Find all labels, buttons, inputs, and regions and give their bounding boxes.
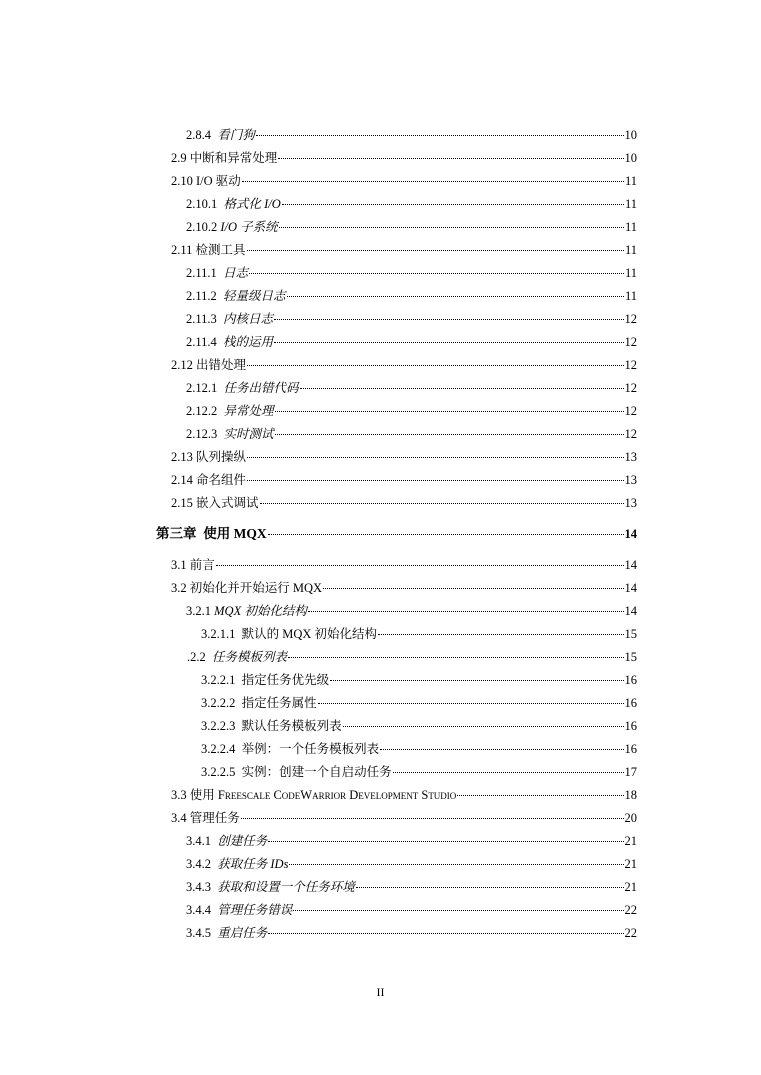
toc-entry-page: 13 — [624, 496, 637, 510]
toc-entry-page: 12 — [624, 381, 637, 395]
dot-leader — [268, 933, 623, 934]
dot-leader — [260, 503, 624, 504]
toc-chapter-number: 第三章 — [156, 526, 197, 541]
toc-entry-title: I/O 驱动 — [196, 174, 241, 188]
dot-leader — [278, 158, 623, 159]
dot-leader — [293, 910, 623, 911]
toc-entry[interactable] — [171, 494, 637, 512]
toc-entry[interactable] — [171, 172, 637, 190]
toc-entry-page: 13 — [624, 450, 637, 464]
toc-entry-title: 出错处理 — [196, 358, 247, 372]
toc-entry-title: 日志 — [223, 266, 249, 280]
toc-entry-number: 3.2.2.4 — [201, 742, 236, 756]
toc-entry-title: 获取和设置一个任务环境 — [217, 880, 355, 894]
toc-entry-title: I/O 子系统 — [220, 220, 278, 234]
toc-entry-title: 轻量级日志 — [223, 289, 286, 303]
toc-entry-page: 11 — [624, 289, 637, 303]
dot-leader — [279, 227, 624, 228]
toc-entry-title: 内核日志 — [223, 312, 274, 326]
toc-entry[interactable] — [171, 809, 637, 827]
toc-entry-page: 21 — [624, 880, 637, 894]
toc-entry-page: 12 — [624, 335, 637, 349]
toc-entry-page: 14 — [624, 527, 637, 541]
toc-entry-number: 2.12 — [171, 358, 193, 372]
toc-entry-number: 2.11.2 — [186, 289, 217, 303]
toc-entry-title: 队列操纵 — [196, 450, 247, 464]
toc-entry[interactable] — [186, 264, 637, 282]
toc-entry-number: 2.12.3 — [186, 427, 218, 441]
toc-entry-page: 14 — [624, 558, 637, 572]
toc-entry-title: 举例：一个任务模板列表 — [241, 742, 380, 756]
toc-entry[interactable] — [171, 579, 637, 597]
toc-entry-title: 栈的运用 — [223, 335, 274, 349]
toc-entry-page: 20 — [624, 811, 637, 825]
toc-entry-title: 指定任务优先级 — [241, 673, 330, 687]
toc-entry-page: 12 — [624, 404, 637, 418]
toc-entry-page: 16 — [624, 719, 637, 733]
toc-entry-number: 3.2.1.1 — [201, 627, 236, 641]
toc-entry-page: 22 — [624, 926, 637, 940]
toc-entry-title: 前言 — [189, 558, 215, 572]
toc-entry[interactable] — [186, 832, 637, 850]
toc-entry-number: 2.14 — [171, 473, 193, 487]
toc-entry[interactable] — [171, 448, 637, 466]
dot-leader — [247, 457, 623, 458]
dot-leader — [378, 634, 623, 635]
toc-entry[interactable] — [171, 356, 637, 374]
toc-entry-title: 异常处理 — [223, 404, 274, 418]
toc-entry-number: 2.8.4 — [186, 128, 211, 142]
dot-leader — [343, 726, 624, 727]
dot-leader — [287, 296, 624, 297]
toc-entry-page: 15 — [624, 650, 637, 664]
toc-entry-page: 11 — [624, 174, 637, 188]
toc-entry-title: 实例：创建一个自启动任务 — [241, 765, 392, 779]
toc-entry-title: 管理任务错误 — [217, 903, 293, 917]
toc-entry-number: 2.15 — [171, 496, 193, 510]
toc-entry-number: 3.2.2.3 — [201, 719, 236, 733]
dot-leader — [268, 841, 623, 842]
toc-entry[interactable] — [201, 740, 637, 758]
dot-leader — [289, 864, 623, 865]
toc-entry-number: 2.11.3 — [186, 312, 217, 326]
toc-entry-title: 检测工具 — [195, 243, 246, 257]
dot-leader — [241, 818, 624, 819]
dot-leader — [308, 611, 624, 612]
toc-entry-number: 3.2.2.2 — [201, 696, 236, 710]
toc-entry-title: 看门狗 — [217, 128, 255, 142]
toc-entry[interactable] — [171, 471, 637, 489]
toc-entry[interactable] — [186, 425, 637, 443]
toc-entry[interactable] — [186, 287, 637, 305]
toc-entry-page: 12 — [624, 427, 637, 441]
toc-entry[interactable] — [187, 648, 637, 666]
toc-entry-number: 3.4.1 — [186, 834, 211, 848]
toc-entry-number: 3.2 — [171, 581, 187, 595]
dot-leader — [274, 342, 623, 343]
toc-entry-number: 2.10.2 — [186, 220, 218, 234]
toc-entry-page: 10 — [624, 151, 637, 165]
toc-entry-number: 2.13 — [171, 450, 193, 464]
toc-entry-title: 实时测试 — [223, 427, 274, 441]
toc-entry-title: 创建任务 — [217, 834, 268, 848]
toc-entry-number: 2.10.1 — [186, 197, 218, 211]
dot-leader — [247, 250, 624, 251]
toc-entry-page: 15 — [624, 627, 637, 641]
toc-entry-page: 14 — [624, 604, 637, 618]
toc-entry[interactable] — [201, 717, 637, 735]
toc-entry-number: 3.4.2 — [186, 857, 211, 871]
dot-leader — [256, 135, 624, 136]
toc-entry-number: 2.12.1 — [186, 381, 218, 395]
toc-entry[interactable] — [186, 333, 637, 351]
toc-entry-page: 21 — [624, 834, 637, 848]
toc-entry-page: 17 — [624, 765, 637, 779]
toc-entry-page: 12 — [624, 312, 637, 326]
toc-entry-title: 任务模板列表 — [212, 650, 288, 664]
toc-entry[interactable] — [186, 195, 637, 213]
toc-entry-number: 3.2.1 — [186, 604, 211, 618]
toc-entry-number: 2.9 — [171, 151, 187, 165]
dot-leader — [330, 680, 623, 681]
dot-leader — [323, 588, 623, 589]
toc-entry-number: 3.4.4 — [186, 903, 211, 917]
toc-entry-page: 14 — [624, 581, 637, 595]
toc-entry[interactable] — [171, 786, 637, 804]
toc-entry[interactable] — [186, 379, 637, 397]
toc-entry[interactable] — [186, 878, 637, 896]
toc-entry-title: 任务出错代码 — [223, 381, 299, 395]
toc-entry-title: 获取任务 IDs — [217, 857, 289, 871]
toc-entry-title: 嵌入式调试 — [196, 496, 259, 510]
toc-entry-page: 18 — [624, 788, 637, 802]
dot-leader — [274, 319, 623, 320]
toc-entry-title: 默认的 MQX 初始化结构 — [241, 627, 378, 641]
toc-entry[interactable] — [201, 625, 637, 643]
toc-entry[interactable] — [171, 556, 637, 574]
toc-entry-number: 2.10 — [171, 174, 193, 188]
toc-entry-page: 22 — [624, 903, 637, 917]
dot-leader — [216, 565, 624, 566]
toc-entry-page: 11 — [624, 197, 637, 211]
toc-entry[interactable] — [186, 310, 637, 328]
toc-entry-title: 格式化 I/O — [223, 197, 281, 211]
toc-entry-page: 16 — [624, 673, 637, 687]
toc-entry-title: 默认任务模板列表 — [241, 719, 342, 733]
page-number-footer: II — [376, 985, 385, 999]
toc-entry-page: 10 — [624, 128, 637, 142]
toc-entry-number: 3.4 — [171, 811, 187, 825]
toc-entry[interactable] — [186, 218, 637, 236]
dot-leader — [249, 273, 624, 274]
dot-leader — [457, 795, 623, 796]
dot-leader — [282, 204, 624, 205]
dot-leader — [300, 388, 624, 389]
toc-chapter-title: 使用 MQX — [203, 526, 267, 541]
toc-entry-title: 管理任务 — [189, 811, 240, 825]
dot-leader — [356, 887, 624, 888]
toc-entry-title: 初始化并开始运行 MQX — [189, 581, 323, 595]
toc-entry-number: 3.2.2.1 — [201, 673, 236, 687]
toc-entry-number: 3.1 — [171, 558, 187, 572]
toc-entry-number: .2.2 — [187, 650, 206, 664]
toc-entry[interactable] — [201, 694, 637, 712]
dot-leader — [288, 657, 623, 658]
toc-entry-page: 16 — [624, 742, 637, 756]
toc-entry-page: 21 — [624, 857, 637, 871]
toc-entry-number: 2.11 — [171, 243, 193, 257]
toc-entry[interactable] — [201, 763, 637, 781]
toc-entry[interactable] — [171, 149, 637, 167]
toc-entry-title: 重启任务 — [217, 926, 268, 940]
toc-entry-number: 3.3 — [171, 788, 187, 802]
toc-entry-page: 11 — [624, 220, 637, 234]
toc-entry[interactable] — [186, 901, 637, 919]
toc-entry-page: 12 — [624, 358, 637, 372]
toc-chapter-entry[interactable] — [156, 525, 637, 543]
dot-leader — [247, 480, 623, 481]
toc-entry-page: 16 — [624, 696, 637, 710]
dot-leader — [393, 772, 624, 773]
toc-entry[interactable] — [186, 855, 637, 873]
toc-entry-title: MQX 初始化结构 — [214, 604, 307, 618]
toc-entry-title: 指定任务属性 — [241, 696, 317, 710]
toc-entry-title: 中断和异常处理 — [189, 151, 278, 165]
dot-leader — [380, 749, 623, 750]
toc-entry-number: 3.4.3 — [186, 880, 211, 894]
dot-leader — [268, 534, 624, 535]
toc-entry-number: 2.11.4 — [186, 335, 217, 349]
toc-entry-number: 3.4.5 — [186, 926, 211, 940]
toc-entry-number: 2.11.1 — [186, 266, 217, 280]
toc-entry-number: 2.12.2 — [186, 404, 218, 418]
toc-entry-number: 3.2.2.5 — [201, 765, 236, 779]
dot-leader — [275, 434, 624, 435]
toc-entry[interactable] — [186, 924, 637, 942]
toc-entry-page: 11 — [624, 266, 637, 280]
toc-entry[interactable] — [186, 402, 637, 420]
toc-entry-page: 11 — [624, 243, 637, 257]
dot-leader — [247, 365, 623, 366]
toc-entry[interactable] — [186, 126, 637, 144]
dot-leader — [318, 703, 624, 704]
toc-entry[interactable] — [186, 602, 637, 620]
toc-entry[interactable] — [201, 671, 637, 689]
dot-leader — [242, 181, 624, 182]
toc-entry-title: 使用 Freescale CodeWarrior Development Studio — [189, 788, 457, 802]
toc-entry[interactable] — [171, 241, 637, 259]
dot-leader — [275, 411, 624, 412]
toc-entry-title: 命名组件 — [196, 473, 247, 487]
toc-entry-page: 13 — [624, 473, 637, 487]
